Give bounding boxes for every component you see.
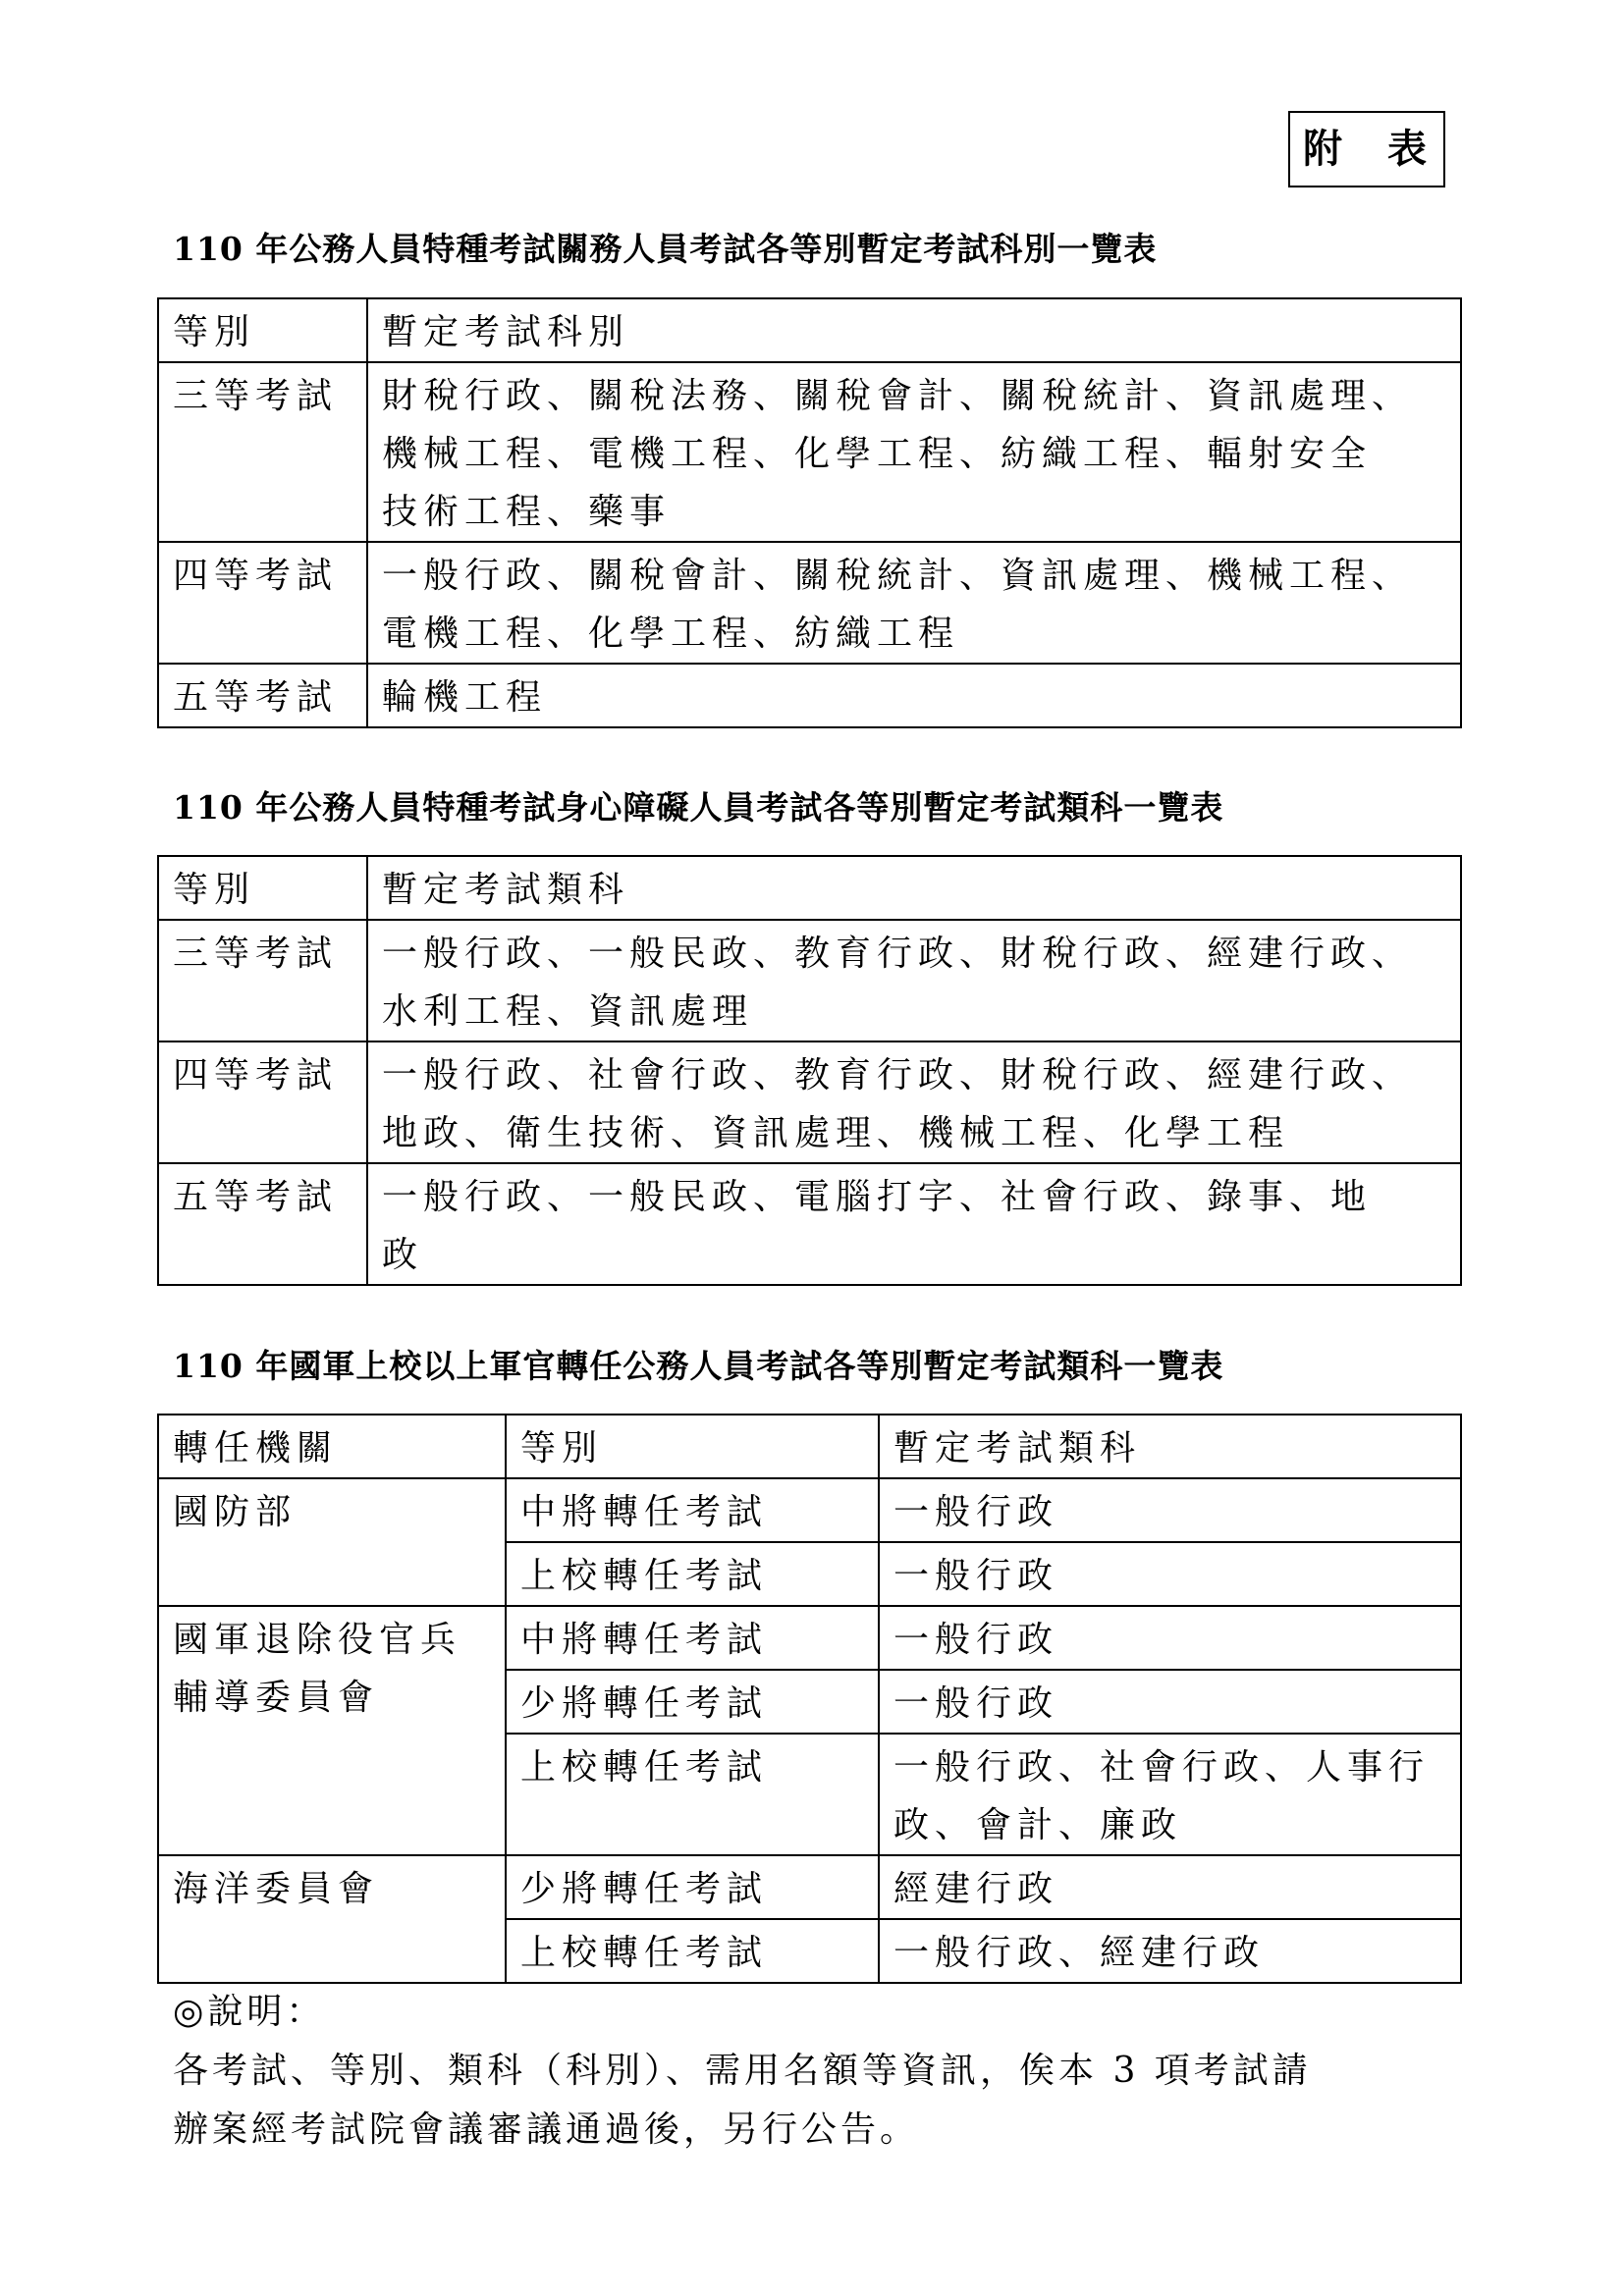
grade-cell: 上校轉任考試 bbox=[506, 1734, 879, 1855]
subject-line: 技術工程、藥事 bbox=[382, 492, 672, 532]
notes-line: 各考試、等別、類科（科別）、需用名額等資訊，俟本 3 項考試請 bbox=[173, 2051, 1312, 2091]
grade-cell: 少將轉任考試 bbox=[506, 1670, 879, 1734]
agency-cell bbox=[158, 1478, 506, 1606]
grade-cell: 五等考試 bbox=[158, 664, 367, 727]
subjects-cell bbox=[367, 362, 1461, 542]
subject-line: 政、會計、廉政 bbox=[893, 1805, 1183, 1845]
agency-line: 國軍退除役官兵 bbox=[173, 1620, 462, 1660]
grade-cell: 少將轉任考試 bbox=[506, 1855, 879, 1919]
grade-cell: 三等考試 bbox=[158, 920, 367, 1041]
subjects-cell bbox=[879, 1606, 1461, 1670]
subjects-cell bbox=[879, 1855, 1461, 1919]
subjects-cell bbox=[879, 1478, 1461, 1542]
subject-line: 財稅行政、關稅法務、關稅會計、關稅統計、資訊處理、 bbox=[382, 376, 1414, 416]
table3-title: 110 年國軍上校以上軍官轉任公務人員考試各等別暫定考試類科一覽表 bbox=[173, 1347, 1224, 1385]
appendix-label: 附 表 bbox=[1288, 111, 1445, 187]
grade-cell: 四等考試 bbox=[158, 1041, 367, 1163]
table-header-row bbox=[158, 1415, 1461, 1478]
subject-line: 一般行政 bbox=[893, 1492, 1059, 1532]
subject-line: 地政、衛生技術、資訊處理、機械工程、化學工程 bbox=[382, 1113, 1290, 1153]
subject-line: 輪機工程 bbox=[382, 677, 548, 718]
subjects-cell bbox=[879, 1919, 1461, 1983]
header-grade: 等別 bbox=[158, 856, 367, 920]
header-grade: 等別 bbox=[506, 1415, 879, 1478]
subjects-cell bbox=[879, 1542, 1461, 1606]
table3 bbox=[157, 1414, 1462, 1984]
grade-cell: 四等考試 bbox=[158, 542, 367, 664]
subject-line: 一般行政、社會行政、教育行政、財稅行政、經建行政、 bbox=[382, 1055, 1414, 1095]
table-row bbox=[158, 1855, 1461, 1919]
table-row bbox=[158, 920, 1461, 1041]
grade-cell: 中將轉任考試 bbox=[506, 1478, 879, 1542]
subjects-cell bbox=[367, 1041, 1461, 1163]
subjects-cell bbox=[367, 1163, 1461, 1285]
subjects-cell bbox=[879, 1734, 1461, 1855]
agency-cell bbox=[158, 1606, 506, 1855]
table-row bbox=[158, 664, 1461, 727]
subject-line: 經建行政 bbox=[893, 1869, 1059, 1909]
subject-line: 一般行政、經建行政 bbox=[893, 1933, 1266, 1973]
agency-line: 海洋委員會 bbox=[173, 1869, 380, 1909]
subject-line: 一般行政、關稅會計、關稅統計、資訊處理、機械工程、 bbox=[382, 556, 1414, 596]
subjects-cell bbox=[879, 1670, 1461, 1734]
grade-cell: 上校轉任考試 bbox=[506, 1542, 879, 1606]
subject-line: 電機工程、化學工程、紡織工程 bbox=[382, 614, 960, 654]
table-header-row bbox=[158, 856, 1461, 920]
notes-section bbox=[173, 1983, 1459, 2160]
subject-line: 一般行政、一般民政、教育行政、財稅行政、經建行政、 bbox=[382, 934, 1414, 974]
subject-line: 水利工程、資訊處理 bbox=[382, 991, 754, 1032]
grade-cell: 三等考試 bbox=[158, 362, 367, 542]
notes-heading: ◎說明： bbox=[173, 1992, 326, 2032]
table-row bbox=[158, 1478, 1461, 1542]
subjects-cell bbox=[367, 920, 1461, 1041]
table1-title: 110 年公務人員特種考試關務人員考試各等別暫定考試科別一覽表 bbox=[173, 230, 1158, 268]
subject-line: 一般行政、一般民政、電腦打字、社會行政、錄事、地 bbox=[382, 1177, 1373, 1217]
agency-line: 國防部 bbox=[173, 1492, 298, 1532]
subject-line: 政 bbox=[382, 1235, 424, 1275]
header-subjects: 暫定考試科別 bbox=[367, 298, 1461, 362]
table-row bbox=[158, 542, 1461, 664]
table-row bbox=[158, 362, 1461, 542]
grade-cell: 中將轉任考試 bbox=[506, 1606, 879, 1670]
notes-line: 辦案經考試院會議審議通過後，另行公告。 bbox=[173, 2109, 920, 2150]
agency-line: 輔導委員會 bbox=[173, 1678, 380, 1718]
grade-cell: 五等考試 bbox=[158, 1163, 367, 1285]
subject-line: 機械工程、電機工程、化學工程、紡織工程、輻射安全 bbox=[382, 434, 1373, 474]
agency-cell bbox=[158, 1855, 506, 1983]
table2 bbox=[157, 855, 1462, 1286]
subject-line: 一般行政 bbox=[893, 1556, 1059, 1596]
subject-line: 一般行政、社會行政、人事行 bbox=[893, 1747, 1431, 1788]
header-grade: 等別 bbox=[158, 298, 367, 362]
subjects-cell bbox=[367, 542, 1461, 664]
header-subjects: 暫定考試類科 bbox=[367, 856, 1461, 920]
grade-cell: 上校轉任考試 bbox=[506, 1919, 879, 1983]
header-subjects: 暫定考試類科 bbox=[879, 1415, 1461, 1478]
subjects-cell bbox=[367, 664, 1461, 727]
table-row bbox=[158, 1163, 1461, 1285]
table-header-row bbox=[158, 298, 1461, 362]
table-row bbox=[158, 1606, 1461, 1670]
subject-line: 一般行政 bbox=[893, 1683, 1059, 1724]
header-agency: 轉任機關 bbox=[158, 1415, 506, 1478]
subject-line: 一般行政 bbox=[893, 1620, 1059, 1660]
table1 bbox=[157, 297, 1462, 728]
table-row bbox=[158, 1041, 1461, 1163]
table2-title: 110 年公務人員特種考試身心障礙人員考試各等別暫定考試類科一覽表 bbox=[173, 788, 1224, 827]
